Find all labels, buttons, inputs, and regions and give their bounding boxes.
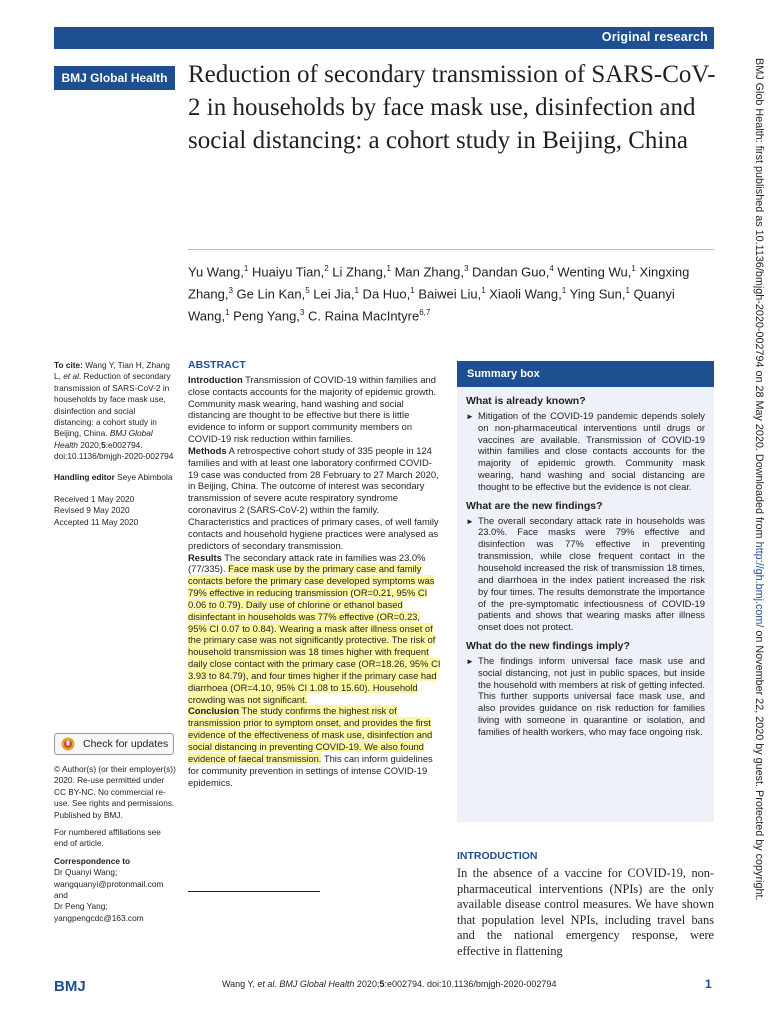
summary-box-heading: Summary box <box>457 361 714 387</box>
summary-bullet <box>466 410 705 493</box>
page-number: 1 <box>705 977 712 991</box>
rights-column <box>54 764 176 924</box>
check-for-updates-label: Check for updates <box>83 738 169 750</box>
summary-box <box>457 361 714 822</box>
affiliation-number: 1 <box>561 285 567 295</box>
section-banner <box>54 27 714 49</box>
affiliation-number: 3 <box>299 307 305 317</box>
author-name: Quanyi Wang, <box>188 286 675 323</box>
summary-section-title: What is already known? <box>466 395 586 407</box>
abstract-introduction: Introduction Transmission of COVID-19 within families and close contacts accounts for the majority of epidemic growth. Community mask wearing, hand washing and social distancing are thought to be effective but there is little evidence to inform or support community members on COVID-19 risk reduction within families. <box>188 373 437 445</box>
summary-bullet <box>466 655 705 738</box>
crossmark-icon <box>61 737 75 751</box>
introduction-text: In the absence of a vaccine for COVID-19, non-pharmaceutical interventions (NPIs) are the only available disease control measures. We have shown that population level NPIs, including travel bans and the national emergency response, were effective in flattening <box>457 866 714 958</box>
summary-bullet-text: The findings inform universal face mask use and social distancing, not just in public spaces, but inside the household with members at risk of getting infected. This further supports universal face mask use, and also provides guidance on risk reduction for families living with someone in quarantine or isolation, and families of health workers, who may face ongoing risk. <box>478 654 705 737</box>
abstract <box>188 360 441 788</box>
summary-bullet-text: Mitigation of the COVID-19 pandemic depends solely on non-pharmaceutical interventions until drugs or vaccines are available. Transmission of COVID-19 within families and close contacts accounts for the majority of epidemic growth. Community mask wearing, hand washing and social distancing are thought to be effective but the evidence is not clear. <box>478 409 705 492</box>
results-highlight: Face mask use by the primary case and family contacts before the primary case developed symptoms was 79% effective in reducing transmission (OR=0.21, 95% CI 0.06 to 0.79). Daily use of chlorine or ethanol based disinfectant in households was 77% effective (OR=0.23, 95% CI 0.07 to 0.84). Wearing a mask after illness onset of the primary case was not significantly protective. The risk of household transmission was 18 times higher with frequent daily close contact with the primary case (OR=18.26, 95% CI 3.93 to 84.79), and four times higher if the primary case had diarrhoea (OR=4.10, 95% CI 1.08 to 15.60). Household crowding was not significant. <box>188 563 441 705</box>
summary-bullet-text: The overall secondary attack rate in households was 23.0%. Face masks were 79% effective and disinfection was 77% effective in preventing transmission, while close frequent contact in the household increased the risk of transmission 18 times, and diarrhoea in the index patient increased the risk by four times. The results demonstrate the importance of the pre-symptomatic infectiousness of COVID-19 patients and shows that wearing masks after illness onset does not protect. <box>478 514 705 633</box>
section-label: Original research <box>601 30 708 44</box>
affiliation-number: 1 <box>481 285 486 295</box>
corr-email-2[interactable]: yangpengcdc@163.com <box>54 912 144 923</box>
affiliation-number: 1 <box>631 264 636 273</box>
affiliation-number: 3 <box>463 264 469 273</box>
abstract-conclusion: Conclusion The study confirms the highest risk of transmission prior to symptom onset, and provides the first evidence of the effectiveness of mask use, disinfection and social distancing in preventing COVID-19. We also found evidence of faecal transmission. This can inform guidelines for community prevention in settings of intense COVID-19 epidemics. <box>188 705 433 788</box>
journal-badge: BMJ Global Health <box>54 66 175 90</box>
author-name: Lei Jia, <box>309 286 355 302</box>
download-notice: BMJ Glob Health: first published as 10.1136/bmjgh-2020-002794 on 28 May 2020. Downloaded from http://gh.bmj.com/ on November 22, 2020 by guest. Protected by copyright. <box>753 58 765 901</box>
arrow-bullet-icon: ► <box>466 411 474 421</box>
author-name: Yu Wang, <box>188 264 244 280</box>
author-name: Huaiyu Tian, <box>248 264 325 280</box>
summary-bullet <box>466 515 705 633</box>
author-name: Wenting Wu, <box>553 264 632 280</box>
author-list <box>188 260 708 325</box>
title-divider <box>188 249 714 250</box>
author-name: Man Zhang, <box>390 264 464 280</box>
affiliation-number: 1 <box>625 285 630 295</box>
affiliation-number: 1 <box>354 285 359 295</box>
handling-editor: Handling editor Seye Abimbola <box>54 471 173 482</box>
affiliation-number: 5 <box>305 285 310 295</box>
author-name: Dandan Guo, <box>468 264 550 280</box>
author-name: Xingxing Zhang, <box>188 264 690 302</box>
author-name: C. Raina MacIntyre <box>304 307 420 323</box>
corr-email-1[interactable]: wangquanyi@protonmail.com <box>54 878 164 889</box>
journal-link[interactable]: http://gh.bmj.com/ <box>753 541 765 628</box>
affiliation-number: 1 <box>386 264 391 273</box>
bmj-logo: BMJ <box>54 978 86 995</box>
affiliation-number: 1 <box>243 264 249 273</box>
summary-section-title: What do the new findings imply? <box>466 640 630 653</box>
date-revised: Revised 9 May 2020 <box>54 505 130 516</box>
arrow-bullet-icon: ► <box>466 656 474 666</box>
affiliation-number: 3 <box>228 285 233 295</box>
abstract-end-rule <box>188 891 320 892</box>
author-name: Da Huo, <box>358 286 411 302</box>
article-title: Reduction of secondary transmission of SARS-CoV-2 in households by face mask use, disinfection and social distancing: a cohort study in Beijing, China <box>188 61 716 154</box>
citation-block: To cite: Wang Y, Tian H, Zhang L, et al. Reduction of secondary transmission of SARS-CoV-2 in households by face mask use, disinfection and social distancing: a cohort study in Beijing, China. BMJ Global Health 2020;5:e002794. doi:10.1136/bmjgh-2020-002794 <box>54 360 174 462</box>
abstract-results: Results The secondary attack rate in families was 23.0% (77/335). Face mask use by the primary case and family contacts before the primary case developed symptoms was 79% effective in reducing transmission (OR=0.21, 95% CI 0.06 to 0.79). Daily use of chlorine or ethanol based disinfectant in households was 77% effective (OR=0.23, 95% CI 0.07 to 0.84). Wearing a mask after illness onset of the primary case was not significantly protective. The risk of household transmission was 18 times higher with frequent daily close contact with the primary case (OR=18.26, 95% CI 3.93 to 84.79), and four times higher if the primary case had diarrhoea (OR=4.10, 95% CI 1.08 to 15.60). Household crowding was not significant. <box>188 551 441 705</box>
affiliations-note: For numbered affiliations see end of article. <box>54 827 161 849</box>
author-name: Li Zhang, <box>328 264 387 280</box>
affiliation-number: 1 <box>410 285 415 295</box>
date-accepted: Accepted 11 May 2020 <box>54 516 139 527</box>
correspondence-block: Correspondence to Dr Quanyi Wang; wangquanyi@protonmail.com and Dr Peng Yang; yangpengcdc@163.com <box>54 855 164 923</box>
copyright-notice: © Author(s) (or their employer(s)) 2020. Re-use permitted under CC BY-NC. No commercial re-use. See rights and permissions. Published by BMJ. <box>54 764 176 820</box>
affiliation-number: 2 <box>324 264 329 273</box>
summary-box-body <box>457 387 714 738</box>
affiliation-number: 1 <box>225 307 230 317</box>
conclusion-highlight: The study confirms the highest risk of transmission prior to symptom onset, and provides the first evidence of the effectiveness of mask use, disinfection and social distancing in preventing COVID-19. We also found evidence of faecal transmission. <box>188 705 433 764</box>
abstract-heading: ABSTRACT <box>188 359 246 371</box>
affiliation-number: 6,7 <box>419 307 431 317</box>
author-name: Ge Lin Kan, <box>232 286 306 302</box>
summary-section-title: What are the new findings? <box>466 499 603 512</box>
author-name: Peng Yang, <box>229 307 300 323</box>
footer-citation: Wang Y, et al. BMJ Global Health 2020;5:e002794. doi:10.1136/bmjgh-2020-002794 <box>222 979 557 989</box>
affiliation-number: 4 <box>549 264 554 273</box>
arrow-bullet-icon: ► <box>466 516 474 526</box>
article-info-column <box>54 360 176 528</box>
author-name: Ying Sun, <box>566 286 626 302</box>
introduction-heading: INTRODUCTION <box>457 850 538 862</box>
abstract-methods: Methods A retrospective cohort study of 335 people in 124 families and with at least one laboratory confirmed COVID-19 case was conducted from 28 February to 27 March 2020, in Beijing, China. The outcome of interest was secondary transmission of severe acute respiratory syndrome coronavirus 2 (SARS-CoV-2) within the family. Characteristics and practices of primary cases, of well family contacts and household hygiene practices were analysed as predictors of secondary transmission. <box>188 444 439 551</box>
check-for-updates-button[interactable] <box>54 733 174 755</box>
author-name: Xiaoli Wang, <box>485 286 562 302</box>
author-name: Baiwei Liu, <box>414 286 482 302</box>
date-received: Received 1 May 2020 <box>54 494 135 505</box>
